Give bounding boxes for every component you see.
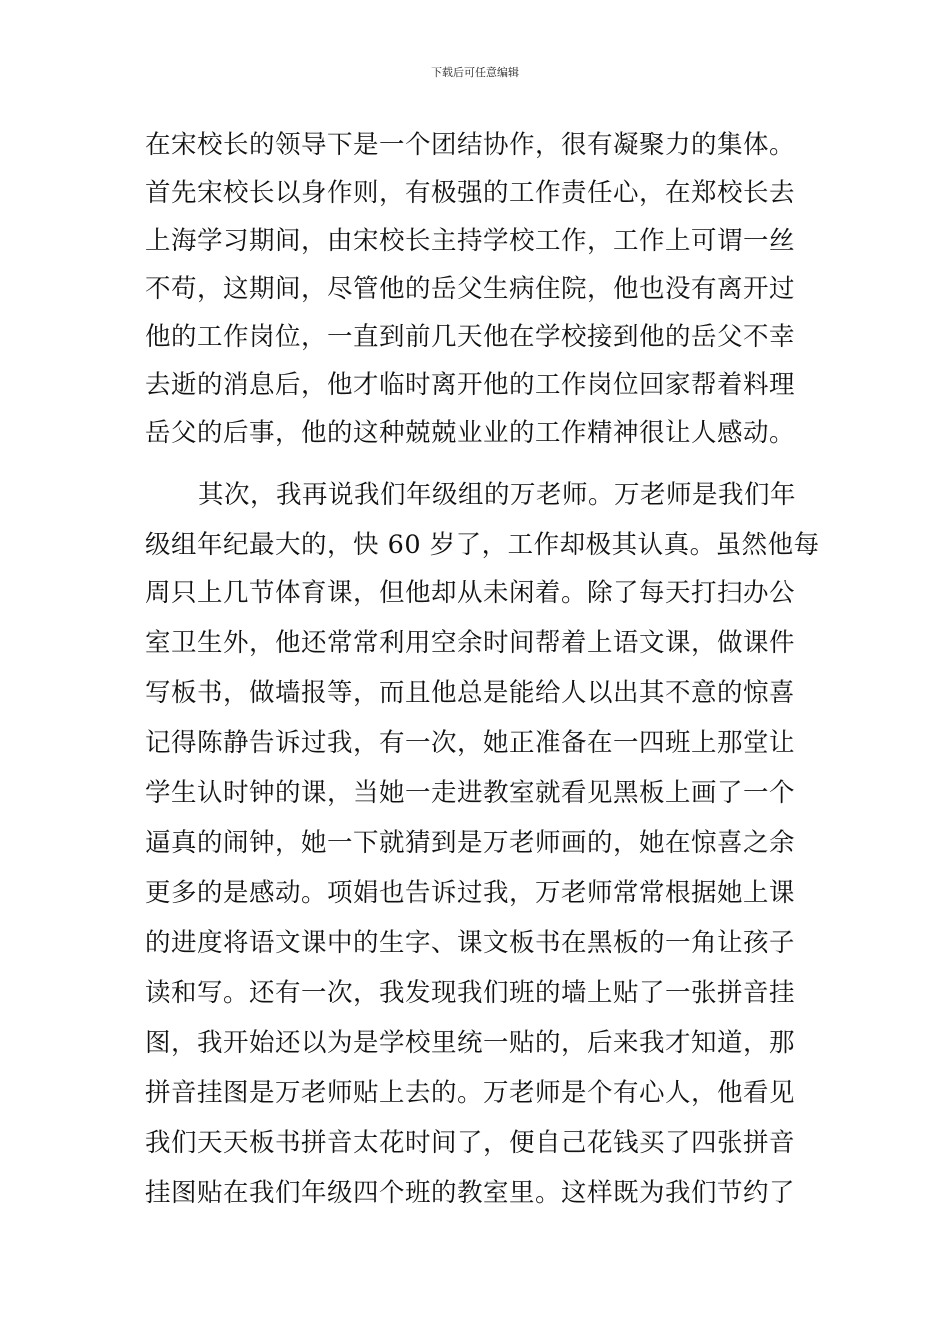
- text-line: 级组年纪最大的，快 60 岁了，工作却极其认真。虽然他每: [145, 530, 820, 560]
- text-line: 去逝的消息后，他才临时离开他的工作岗位回家帮着料理: [145, 370, 796, 400]
- text-line: 逼真的闹钟，她一下就猜到是万老师画的，她在惊喜之余: [145, 828, 796, 858]
- page-header: 下载后可任意编辑: [431, 66, 519, 79]
- text-line: 读和写。还有一次，我发现我们班的墙上贴了一张拼音挂: [145, 978, 796, 1008]
- text-line: 图，我开始还以为是学校里统一贴的，后来我才知道，那: [145, 1028, 796, 1058]
- text-line: 他的工作岗位，一直到前几天他在学校接到他的岳父不幸: [145, 322, 796, 352]
- text-line: 挂图贴在我们年级四个班的教室里。这样既为我们节约了: [145, 1178, 796, 1208]
- text-line: 上海学习期间，由宋校长主持学校工作，工作上可谓一丝: [145, 226, 796, 256]
- text-line: 室卫生外，他还常常利用空余时间帮着上语文课，做课件: [145, 628, 796, 658]
- text-line: 更多的是感动。项娟也告诉过我，万老师常常根据她上课: [145, 878, 796, 908]
- text-line: 岳父的后事，他的这种兢兢业业的工作精神很让人感动。: [145, 418, 796, 448]
- text-line: 记得陈静告诉过我，有一次，她正准备在一四班上那堂让: [145, 728, 796, 758]
- text-line: 在宋校长的领导下是一个团结协作，很有凝聚力的集体。: [145, 130, 796, 160]
- text-line: 我们天天板书拼音太花时间了，便自己花钱买了四张拼音: [145, 1128, 796, 1158]
- text-line: 首先宋校长以身作则，有极强的工作责任心，在郑校长去: [145, 178, 796, 208]
- text-line: 的进度将语文课中的生字、课文板书在黑板的一角让孩子: [145, 928, 796, 958]
- text-line: 学生认时钟的课，当她一走进教室就看见黑板上画了一个: [145, 778, 796, 808]
- text-line: 写板书，做墙报等，而且他总是能给人以出其不意的惊喜: [145, 678, 796, 708]
- text-line: 周只上几节体育课，但他却从未闲着。除了每天打扫办公: [145, 578, 796, 608]
- text-line: 不苟，这期间，尽管他的岳父生病住院，他也没有离开过: [145, 274, 796, 304]
- paragraph-first-line: 其次，我再说我们年级组的万老师。万老师是我们年: [198, 480, 797, 510]
- text-line: 拼音挂图是万老师贴上去的。万老师是个有心人，他看见: [145, 1078, 796, 1108]
